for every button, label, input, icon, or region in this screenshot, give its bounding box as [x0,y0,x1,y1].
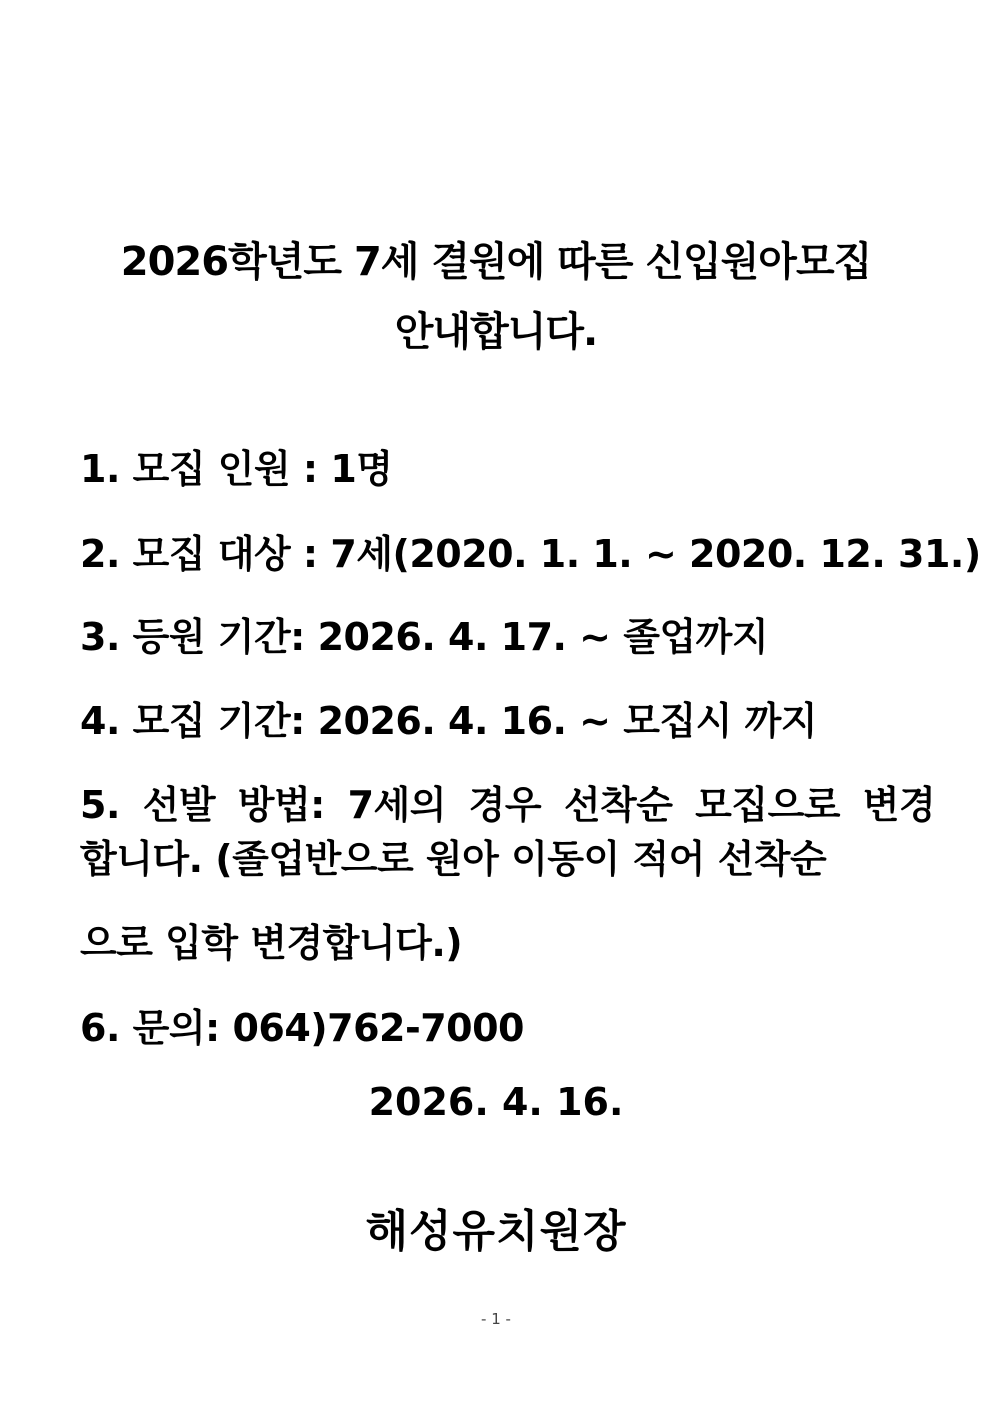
selection-method-line1: 5. 선발 방법: 7세의 경우 선착순 모집으로 변경 [80,783,936,827]
selection-method-line2: 합니다. (졸업반으로 원아 이동이 적어 선착순 [80,837,827,881]
attendance-period: 3. 등원 기간: 2026. 4. 17. ~ 졸업까지 [80,615,769,659]
recruit-count: 1. 모집 인원 : 1명 [80,447,393,491]
recruit-period: 4. 모집 기간: 2026. 4. 16. ~ 모집시 까지 [80,699,818,743]
contact-info: 6. 문의: 064)762-7000 [80,1006,524,1050]
page-number: - 1 - [481,1310,511,1328]
notice-title-line1: 2026학년도 7세 결원에 따른 신입원아모집 [120,239,872,285]
notice-date: 2026. 4. 16. [368,1080,624,1124]
notice-title-line2: 안내합니다. [394,309,598,355]
signer-name: 해성유치원장 [365,1206,627,1257]
recruit-target: 2. 모집 대상 : 7세(2020. 1. 1. ~ 2020. 12. 31.) [80,532,981,576]
selection-method-line3: 으로 입학 변경합니다.) [80,921,463,965]
